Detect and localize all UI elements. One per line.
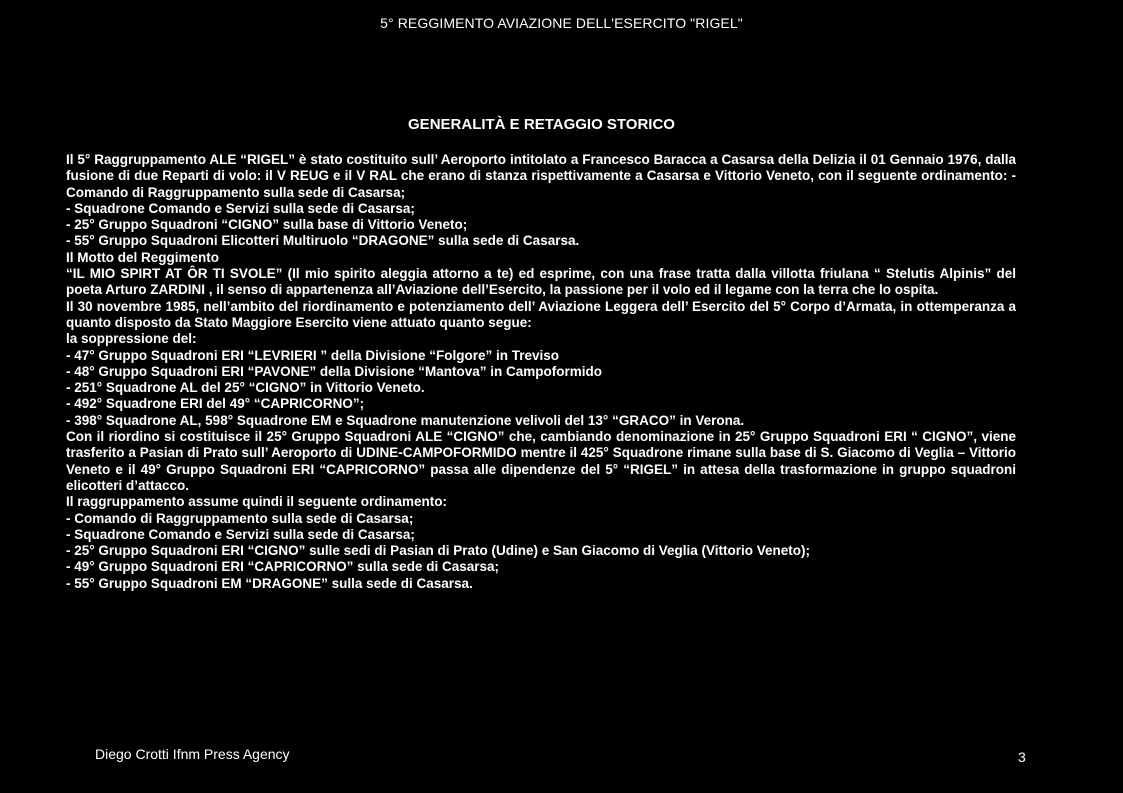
list-item: - Squadrone Comando e Servizi sulla sede di Casarsa;: [66, 526, 415, 542]
list-item: - 55° Gruppo Squadroni Elicotteri Multiruolo “DRAGONE” sulla sede di Casarsa.: [66, 233, 580, 249]
paragraph-intro: Il 5° Raggruppamento ALE “RIGEL” è stato costituito sull’ Aeroporto intitolato a Francesco Baracca a Casarsa della Delizia il 01 Gennaio 1976, dalla fusione di due Reparti di volo: il V REUG e il V RAL che erano di stanza rispettivamente a Casarsa e Vittorio Veneto, con il seguente ordinamento: - Comando di Raggruppamento sulla sede di Casarsa;: [66, 152, 1016, 200]
paragraph-motto: “IL MIO SPIRT AT ÔR TI SVOLE” (Il mio spirito aleggia attorno a te) ed esprime, con una frase tratta dalla villotta friulana “ Stelutis Alpinis” del poeta Arturo ZARDINI , il senso di appartenenza all’Aviazione dell’Esercito, la passione per il volo ed il legame con la terra che lo ospita.: [66, 266, 1016, 298]
list-item: - Comando di Raggruppamento sulla sede di Casarsa;: [66, 510, 414, 526]
paragraph-ordering: Il raggruppamento assume quindi il seguente ordinamento:: [66, 494, 448, 510]
motto-heading: Il Motto del Reggimento: [66, 249, 219, 265]
page-number: 3: [1018, 749, 1026, 765]
list-item: - 49° Gruppo Squadroni ERI “CAPRICORNO” sulla sede di Casarsa;: [66, 559, 499, 575]
list-item: - 398° Squadrone AL, 598° Squadrone EM e Squadrone manutenzione velivoli del 13° “GRACO” in Verona.: [66, 412, 745, 428]
list-item: - 492° Squadrone ERI del 49° “CAPRICORNO”;: [66, 396, 365, 412]
list-item: - 25° Gruppo Squadroni “CIGNO” sulla base di Vittorio Veneto;: [66, 217, 468, 233]
document-body: [66, 152, 1016, 592]
list-item: - 25° Gruppo Squadroni ERI “CIGNO” sulle sedi di Pasian di Prato (Udine) e San Giacomo di Veglia (Vittorio Veneto);: [66, 543, 811, 559]
page-title: GENERALITÀ E RETAGGIO STORICO: [408, 116, 675, 133]
footer-author: Diego Crotti Ifnm Press Agency: [95, 746, 290, 762]
suppression-heading: la soppressione del:: [66, 331, 197, 347]
list-item: - 251° Squadrone AL del 25° “CIGNO” in Vittorio Veneto.: [66, 380, 425, 396]
page-header: 5° REGGIMENTO AVIAZIONE DELL'ESERCITO "RIGEL": [380, 15, 743, 31]
list-item: - 47° Gruppo Squadroni ERI “LEVRIERI ” della Divisione “Folgore” in Treviso: [66, 347, 559, 363]
list-item: - 55° Gruppo Squadroni EM “DRAGONE” sulla sede di Casarsa.: [66, 575, 473, 591]
list-item: - 48° Gruppo Squadroni ERI “PAVONE” della Divisione “Mantova” in Campoformido: [66, 363, 602, 379]
list-item: - Squadrone Comando e Servizi sulla sede di Casarsa;: [66, 200, 415, 216]
paragraph-reorganization: Il 30 novembre 1985, nell’ambito del riordinamento e potenziamento dell’ Aviazione Leggera dell’ Esercito del 5° Corpo d’Armata, in ottemperanza a quanto disposto da Stato Maggiore Esercito viene attuato quanto segue:: [66, 298, 1016, 330]
paragraph-new-structure: Con il riordino si costituisce il 25° Gruppo Squadroni ALE “CIGNO” che, cambiando denominazione in 25° Gruppo Squadroni ERI “ CIGNO”, viene trasferito a Pasian di Prato sull’ Aeroporto di UDINE-CAMPOFORMIDO mentre il 425° Squadrone rimane sulla base di S. Giacomo di Veglia – Vittorio Veneto e il 49° Gruppo Squadroni ERI “CAPRICORNO” passa alle dipendenze del 5° “RIGEL” in attesa della trasformazione in gruppo squadroni elicotteri d’attacco.: [66, 429, 1016, 493]
